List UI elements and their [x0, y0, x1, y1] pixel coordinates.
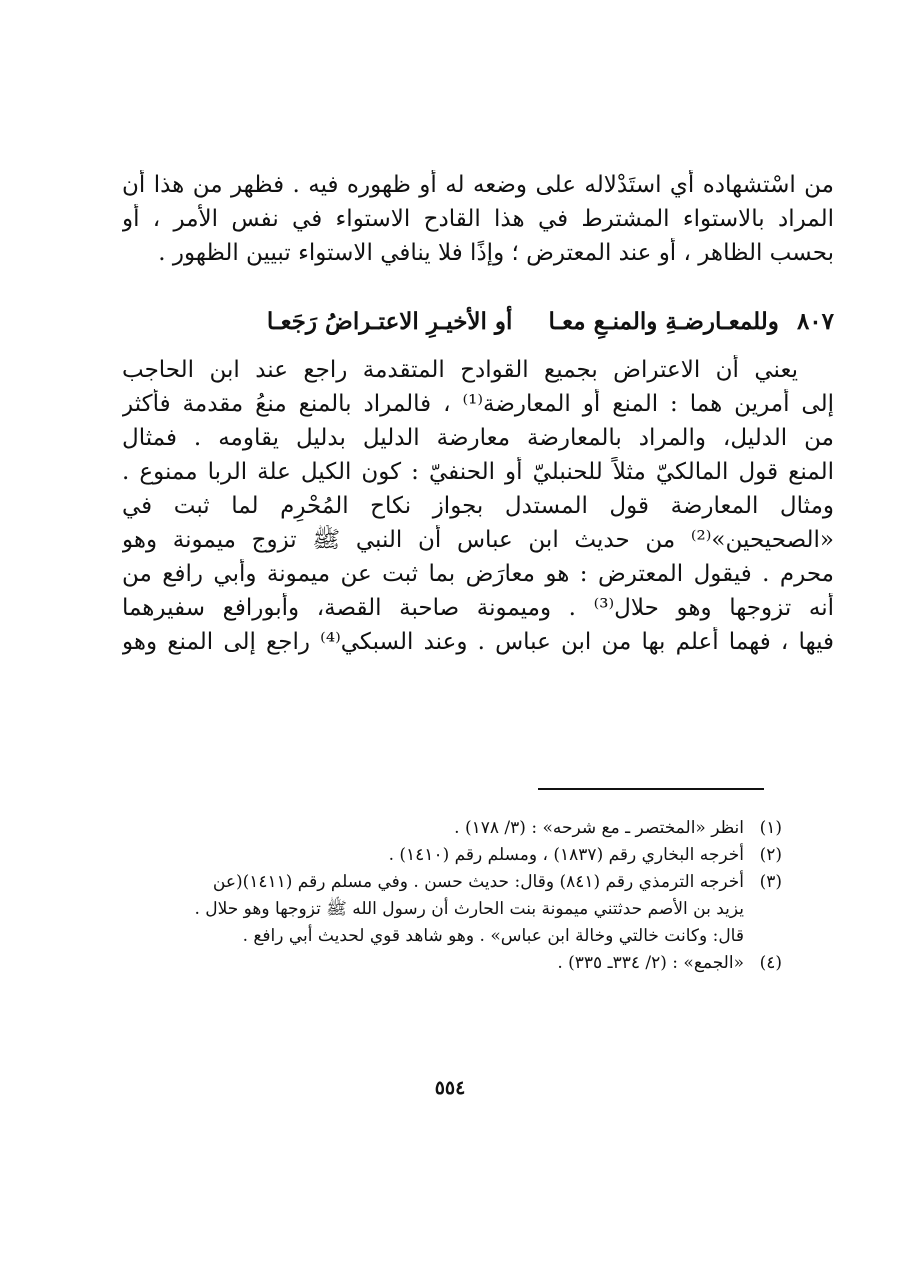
footnote-text: أخرجه الترمذي رقم (٨٤١) وقال: حديث حسن . وفي مسلم رقم (١٤١١)(عن	[212, 872, 744, 892]
text-line: المراد بالاستواء المشترط في هذا القادح الاستواء في نفس الأمر ، أو	[122, 206, 834, 232]
text-line: من اسْتشهاده أي استَدْلاله على وضعه له أو ظهوره فيه . فظهر من هذا أن	[122, 172, 834, 198]
verse-hemistich-first: وللمعـارضـةِ والمنـعِ معـا	[548, 308, 779, 335]
footnote-4	[122, 950, 782, 977]
footnotes	[122, 815, 782, 977]
text-line: بحسب الظاهر ، أو عند المعترض ؛ وإذًا فلا ينافي الاستواء تبيين الظهور .	[158, 240, 834, 266]
text-line: فيها ، فهما أعلم بها من ابن عباس . وعند السبكي⁽⁴⁾ راجع إلى المنع وهو	[122, 629, 834, 655]
footnote-text: يزيد بن الأصم حدثتني ميمونة بنت الحارث أن رسول الله ﷺ تزوجها وهو حلال .	[194, 899, 744, 919]
footnote-3-continued	[122, 923, 782, 950]
text-line: إلى أمرين هما : المنع أو المعارضة⁽¹⁾ ، فالمراد بالمنع منعُ مقدمة فأكثر	[122, 391, 834, 417]
paragraph-commentary	[122, 355, 834, 661]
text-line: من الدليل، والمراد بالمعارضة معارضة الدليل بدليل يقاومه . فمثال	[122, 425, 834, 451]
text-line: ومثال المعارضة قول المستدل بجواز نكاح المُحْرِم لما ثبت في	[122, 493, 834, 519]
footnote-text: قال: وكانت خالتي وخالة ابن عباس» . وهو شاهد قوي لحديث أبي رافع .	[242, 926, 744, 946]
footnote-3	[122, 869, 782, 896]
text-line: أنه تزوجها وهو حلال⁽³⁾ . وميمونة صاحبة القصة، وأبورافع سفيرهما	[122, 595, 834, 621]
text-line: محرم . فيقول المعترض : هو معارَض بما ثبت عن ميمونة وأبي رافع من	[122, 561, 834, 587]
page-number: ٥٥٤	[434, 1077, 466, 1099]
footnote-1	[122, 815, 782, 842]
text-line: يعني أن الاعتراض بجميع القوادح المتقدمة راجع عند ابن الحاجب	[122, 357, 798, 383]
footnote-number: (٢)	[759, 845, 782, 865]
footnote-3-continued	[122, 896, 782, 923]
text-line: «الصحيحين»⁽²⁾ من حديث ابن عباس أن النبي ﷺ تزوج ميمونة وهو	[122, 527, 834, 553]
footnote-number: (٣)	[759, 872, 782, 892]
footnote-text: أخرجه البخاري رقم (١٨٣٧) ، ومسلم رقم (١٤١٠) .	[388, 845, 744, 865]
footnote-text: «الجمع» : (٢/ ٣٣٤ـ ٣٣٥) .	[557, 953, 744, 973]
verse-number: ٨٠٧	[796, 308, 834, 335]
footnote-separator	[538, 788, 764, 790]
verse-hemistich-second: أو الأخيـرِ الاعتـراضُ رَجَعـا	[266, 308, 513, 335]
verse-line	[122, 305, 834, 341]
paragraph-intro	[122, 170, 834, 272]
footnote-number: (٤)	[759, 953, 782, 973]
footnote-text: انظر «المختصر ـ مع شرحه» : (٣/ ١٧٨) .	[454, 818, 744, 838]
footnote-2	[122, 842, 782, 869]
text-line: المنع قول المالكيّ مثلاً للحنبليّ أو الحنفيّ : كون الكيل علة الربا ممنوع .	[122, 459, 834, 485]
footnote-number: (١)	[759, 818, 782, 838]
